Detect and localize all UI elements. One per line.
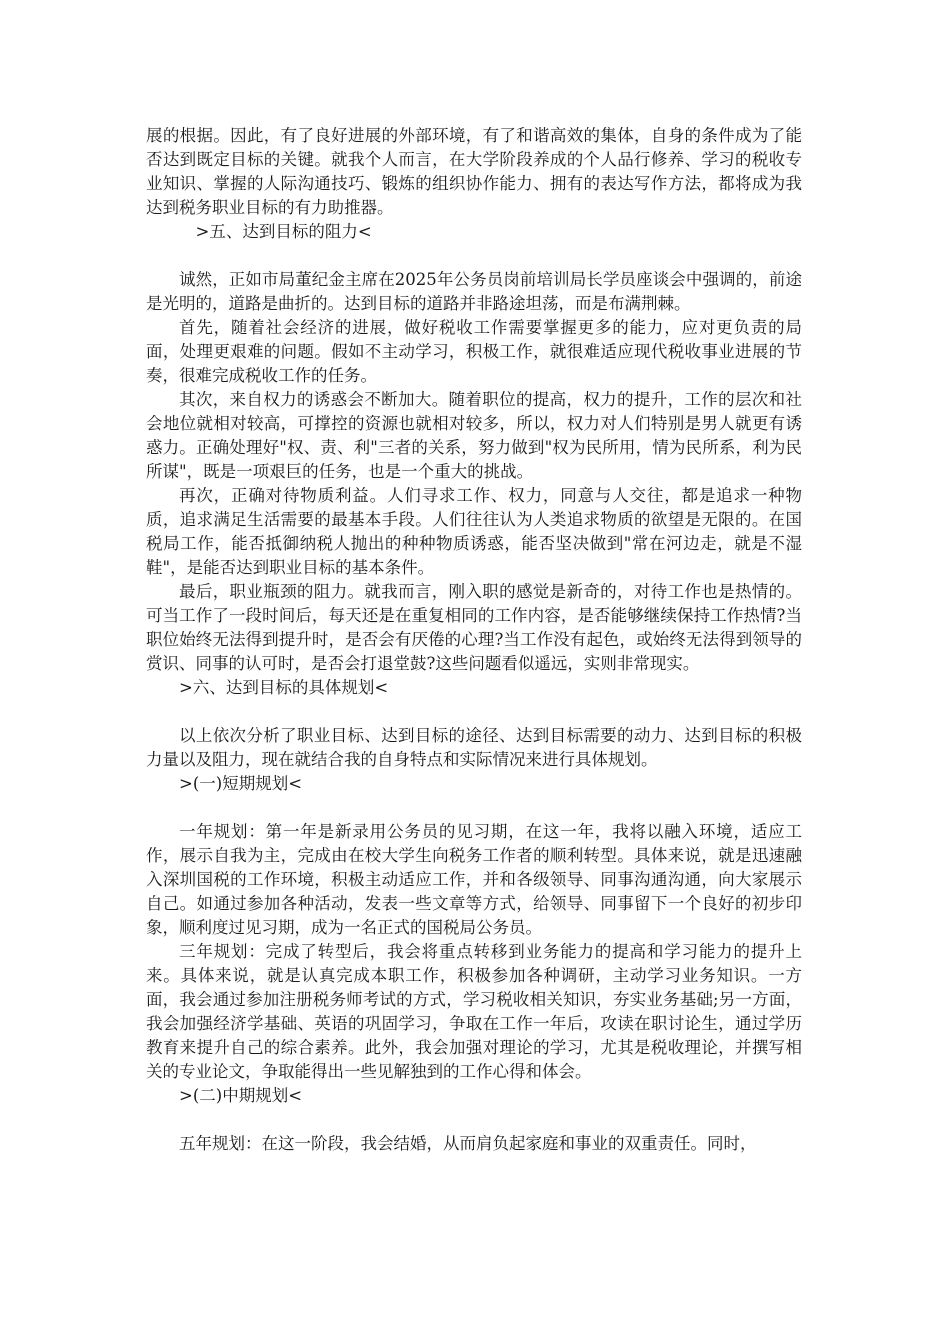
- paragraph: 以上依次分析了职业目标、达到目标的途径、达到目标需要的动力、达到目标的积极力量以及阻力，现在就结合我的自身特点和实际情况来进行具体规划。: [146, 726, 802, 769]
- document-body: [146, 124, 802, 1156]
- paragraph: 一年规划：第一年是新录用公务员的见习期，在这一年，我将以融入环境，适应工作，展示自我为主，完成由在校大学生向税务工作者的顺利转型。具体来说，就是迅速融入深圳国税的工作环境，积极主动适应工作，并和各级领导、同事沟通沟通，向大家展示自己。如通过参加各种活动，发表一些文章等方式，给领导、同事留下一个良好的初步印象，顺利度过见习期，成为一名正式的国税局公务员。: [146, 822, 802, 937]
- paragraph: 首先，随着社会经济的进展，做好税收工作需要掌握更多的能力，应对更负责的局面，处理更艰难的问题。假如不主动学习，积极工作，就很难适应现代税收事业进展的节奏，很难完成税收工作的任务。: [146, 318, 802, 385]
- blank-line: [146, 700, 802, 724]
- blank-line: [146, 796, 802, 820]
- subsection-heading: >(一)短期规划<: [179, 774, 303, 793]
- paragraph: 五年规划：在这一阶段，我会结婚，从而肩负起家庭和事业的双重责任。同时，: [179, 1134, 757, 1153]
- blank-line: [146, 1108, 802, 1132]
- blank-line: [146, 244, 802, 268]
- section-heading: >六、达到目标的具体规划<: [179, 678, 389, 697]
- paragraph: 展的根据。因此，有了良好进展的外部环境，有了和谐高效的集体，自身的条件成为了能否达到既定目标的关键。就我个人而言，在大学阶段养成的个人品行修养、学习的税收专业知识、掌握的人际沟通技巧、锻炼的组织协作能力、拥有的表达写作方法，都将成为我达到税务职业目标的有力助推器。: [146, 126, 802, 217]
- paragraph: 再次，正确对待物质利益。人们寻求工作、权力，同意与人交往，都是追求一种物质，追求满足生活需要的最基本手段。人们往往认为人类追求物质的欲望是无限的。在国税局工作，能否抵御纳税人抛出的种种物质诱惑，能否坚决做到"常在河边走，就是不湿鞋"，是能否达到职业目标的基本条件。: [146, 486, 802, 577]
- paragraph: 最后，职业瓶颈的阻力。就我而言，刚入职的感觉是新奇的，对待工作也是热情的。可当工作了一段时间后，每天还是在重复相同的工作内容，是否能够继续保持工作热情?当职位始终无法得到提升时，是否会有厌倦的心理?当工作没有起色，或始终无法得到领导的赏识、同事的认可时，是否会打退堂鼓?这些问题看似遥远，实则非常现实。: [146, 582, 802, 673]
- subsection-heading: >(二)中期规划<: [179, 1086, 303, 1105]
- section-heading: >五、达到目标的阻力<: [195, 222, 372, 241]
- paragraph: 诚然，正如市局董纪金主席在2025年公务员岗前培训局长学员座谈会中强调的，前途是光明的，道路是曲折的。达到目标的道路并非路途坦荡，而是布满荆棘。: [146, 270, 802, 313]
- paragraph: 其次，来自权力的诱惑会不断加大。随着职位的提高，权力的提升，工作的层次和社会地位就相对较高，可撑控的资源也就相对较多，所以，权力对人们特别是男人就更有诱惑力。正确处理好"权、责、利"三者的关系，努力做到"权为民所用，情为民所系，利为民所谋"，既是一项艰巨的任务，也是一个重大的挑战。: [146, 390, 802, 481]
- paragraph: 三年规划：完成了转型后，我会将重点转移到业务能力的提高和学习能力的提升上来。具体来说，就是认真完成本职工作，积极参加各种调研，主动学习业务知识。一方面，我会通过参加注册税务师考试的方式，学习税收相关知识，夯实业务基础;另一方面，我会加强经济学基础、英语的巩固学习，争取在工作一年后，攻读在职讨论生，通过学历教育来提升自己的综合素养。此外，我会加强对理论的学习，尤其是税收理论，并撰写相关的专业论文，争取能得出一些见解独到的工作心得和体会。: [146, 942, 802, 1081]
